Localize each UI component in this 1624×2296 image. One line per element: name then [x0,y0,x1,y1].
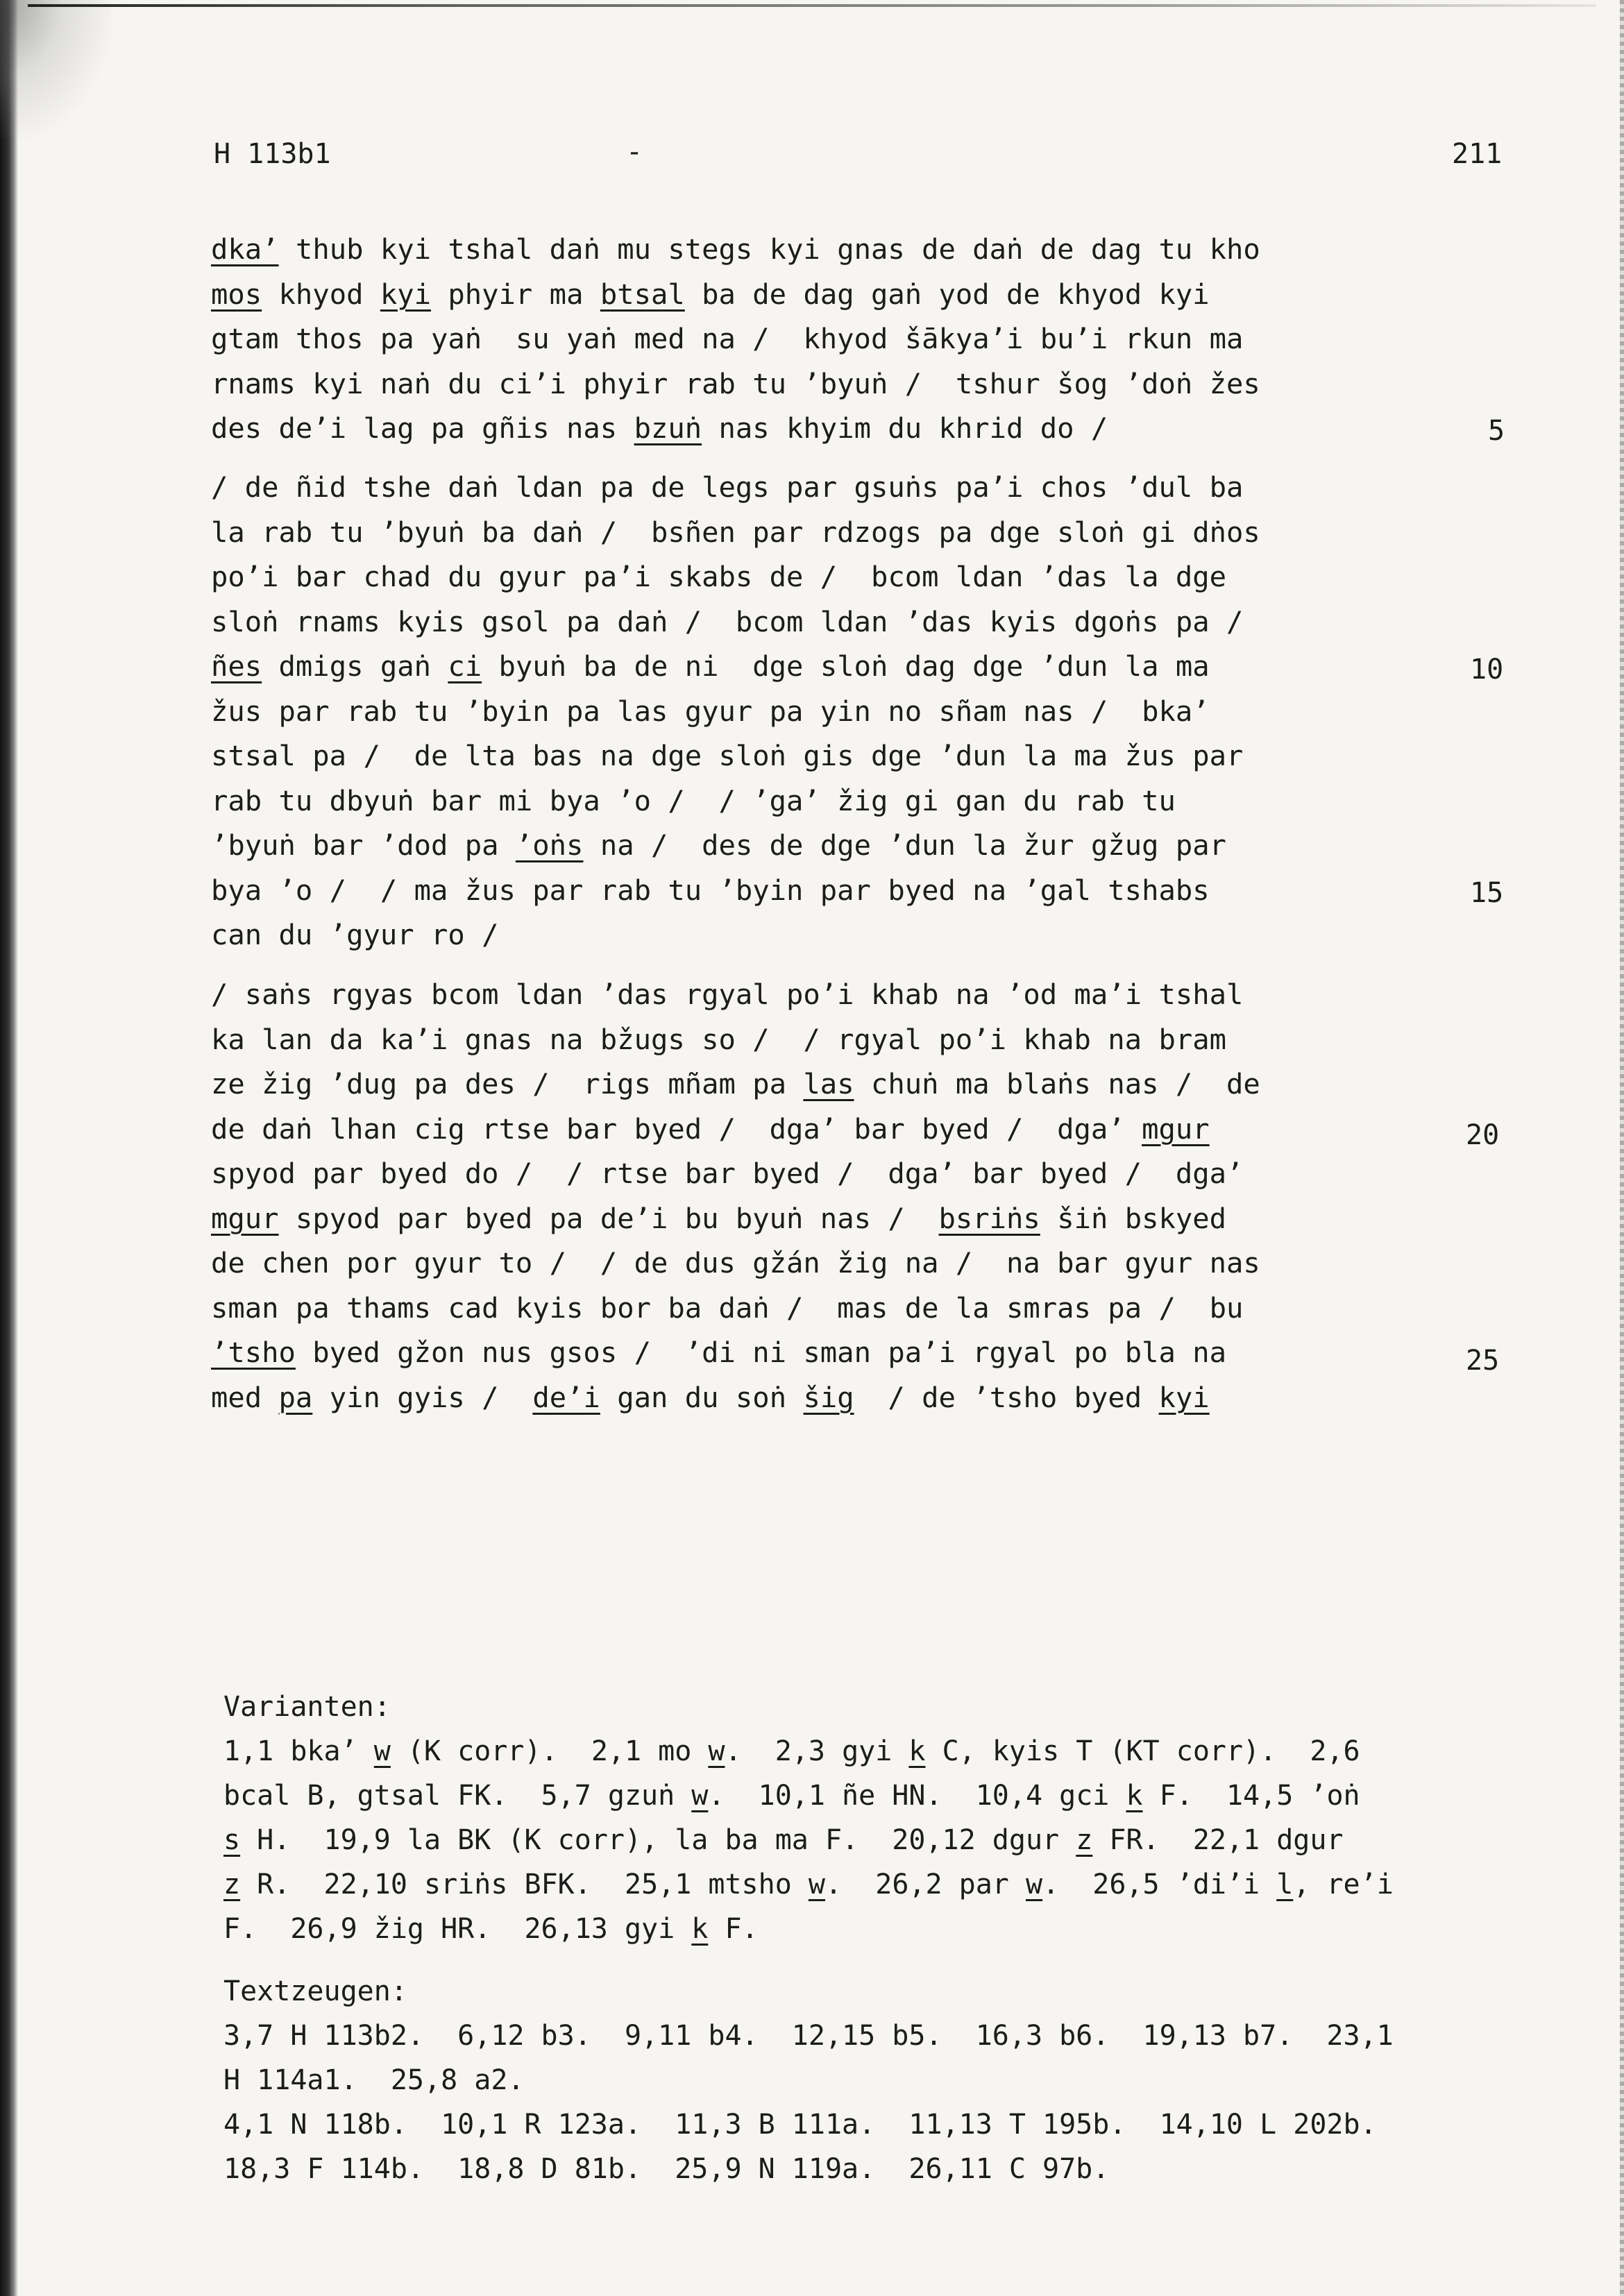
page-number: 211 [1452,138,1503,170]
line-number-25: 25 [1466,1345,1500,1377]
text-line [211,362,1405,407]
text-line [211,599,1405,645]
text-line [211,316,1405,362]
underlined-word: s [223,1824,241,1856]
underlined-word: bzuṅ [634,411,702,445]
text-paragraph-2 [211,465,1405,958]
underlined-word: z [223,1869,241,1900]
text-line [211,1286,1405,1331]
underlined-word: l [1276,1869,1294,1900]
underlined-word: šig [803,1380,854,1414]
underlined-word: mos [211,277,262,311]
text-line [211,554,1405,599]
text-run: thub kyi tshal daṅ mu stegs kyi gnas de daṅ de dag tu kho [278,232,1260,266]
text-run: . 26,2 par [824,1869,1026,1900]
underlined-word: ’oṅs [515,828,584,862]
text-line [223,2058,1542,2102]
text-paragraph-3 [211,972,1405,1420]
text-line [211,465,1405,510]
variants-heading: Varianten: [223,1691,391,1723]
text-run: ze žig ’dug pa des / rigs mñam pa [211,1067,804,1100]
text-run: sloṅ rnams kyis gsol pa daṅ / bcom ldan ’das kyis dgoṅs pa / [211,604,1244,638]
variants-apparatus [223,1685,1542,1951]
text-run: / saṅs rgyas bcom ldan ’das rgyal po’i khab na ’od ma’i tshal [211,978,1244,1011]
underlined-word: w [808,1869,825,1900]
text-line [211,1196,1405,1241]
text-line [223,1862,1542,1907]
text-line [223,2102,1542,2147]
text-run: la rab tu ’byuṅ ba daṅ / bsñen par rdzogs pa dge sloṅ gi dṅos [211,515,1260,549]
text-run: de daṅ lhan cig rtse bar byed / dga’ bar byed / dga’ [211,1112,1142,1146]
text-run: 18,3 F 114b. 18,8 D 81b. 25,9 N 119a. 26,11 C 97b. [223,2153,1110,2185]
text-run: ka lan da ka’i gnas na bžugs so / / rgyal po’i khab na bram [211,1022,1226,1056]
underlined-word: z [1076,1824,1093,1856]
text-run: po’i bar chad du gyur pa’i skabs de / bcom ldan ’das la dge [211,560,1226,593]
text-line [211,868,1405,913]
text-run: . 10,1 ñe HN. 10,4 gci [708,1780,1126,1812]
underlined-word: las [803,1067,854,1100]
text-line [211,689,1405,734]
line-number-5: 5 [1488,415,1505,447]
text-run: 4,1 N 118b. 10,1 R 123a. 11,3 B 111a. 11,13 T 195b. 14,10 L 202b. [223,2109,1377,2141]
text-run: rab tu dbyuṅ bar mi bya ’o / / ’ga’ žig gi gan du rab tu [211,783,1176,817]
text-line [211,972,1405,1017]
text-run: F. 14,5 ’oṅ [1142,1780,1360,1812]
text-run: nas khyim du khrid do / [702,411,1108,445]
underlined-word: dka’ [211,232,279,266]
text-line [223,1729,1542,1774]
text-line [211,1107,1405,1152]
text-run: R. 22,10 sriṅs BFK. 25,1 mtsho [240,1869,809,1900]
text-run: ba de dag gaṅ yod de khyod kyi [684,277,1210,311]
underlined-word: pa [278,1380,313,1414]
text-run: phyir ma [431,277,600,311]
text-run: , re’i [1293,1869,1394,1900]
text-run: C, kyis T (KT corr). 2,6 [925,1735,1360,1767]
text-run: byed gžon nus gsos / ’di ni sman pa’i rgyal po bla na [295,1336,1226,1369]
text-line [223,1774,1542,1818]
underlined-word: k [1126,1780,1143,1812]
text-line [211,406,1405,451]
text-run: ’byuṅ bar ’dod pa [211,828,516,862]
underlined-word: de’i [532,1380,600,1414]
underlined-word: w [708,1735,725,1767]
underlined-word: w [1025,1869,1043,1900]
text-run: H 114a1. 25,8 a2. [223,2064,525,2096]
text-line [223,2014,1542,2058]
text-line [211,1241,1405,1286]
text-run: spyod par byed pa de’i bu byuṅ nas / [278,1201,939,1235]
underlined-word: kyi [1158,1380,1210,1414]
underlined-word: mgur [1142,1112,1210,1146]
text-run: H. 19,9 la BK (K corr), la ba ma F. 20,12 dgur [240,1824,1076,1856]
text-run: chuṅ ma blaṅs nas / de [854,1067,1260,1100]
text-run: šiṅ bskyed [1040,1201,1227,1235]
text-run: med [211,1380,279,1414]
page-top-edge [28,4,1596,7]
text-line [223,2147,1542,2191]
text-line [223,1907,1542,1951]
underlined-word: w [691,1780,709,1812]
text-run: žus par rab tu ’byin pa las gyur pa yin no sñam nas / bka’ [211,694,1210,728]
header-dash-mark: - [626,136,643,168]
variants-lines [223,1729,1542,1951]
text-line [211,1151,1405,1196]
text-line [211,1375,1405,1420]
text-run: F. [708,1913,759,1945]
text-line [211,272,1405,317]
line-number-15: 15 [1470,877,1504,909]
text-run: stsal pa / de lta bas na dge sloṅ gis dge ’dun la ma žus par [211,739,1244,772]
text-line [211,912,1405,958]
page-right-edge [1620,0,1624,2296]
page-spine-shadow [0,0,18,2296]
text-line [211,779,1405,824]
text-run: yin gyis / [312,1380,533,1414]
text-line [211,644,1405,689]
underlined-word: k [691,1913,709,1945]
underlined-word: bsriṅs [938,1201,1040,1235]
text-run: FR. 22,1 dgur [1092,1824,1344,1856]
witnesses-heading: Textzeugen: [223,1975,407,2007]
text-run: F. 26,9 žig HR. 26,13 gyi [223,1913,692,1945]
text-run: de chen por gyur to / / de dus gžán žig na / na bar gyur nas [211,1246,1260,1279]
underlined-word: ci [448,649,482,683]
text-paragraph-1 [211,227,1405,451]
text-run: 1,1 bka’ [223,1735,374,1767]
line-number-10: 10 [1470,654,1504,686]
text-run: can du ’gyur ro / [211,918,499,951]
text-run: dmigs gaṅ [262,649,448,683]
text-run: / de ’tsho byed [854,1380,1159,1414]
page-corner-shadow [0,0,111,139]
underlined-word: w [373,1735,391,1767]
text-line [211,733,1405,779]
text-run: spyod par byed do / / rtse bar byed / dga’ bar byed / dga’ [211,1157,1244,1190]
line-number-20: 20 [1466,1119,1500,1151]
text-line [211,1017,1405,1062]
text-run: na / des de dge ’dun la žur gžug par [583,828,1227,862]
underlined-word: mgur [211,1201,279,1235]
underlined-word: k [908,1735,926,1767]
text-line [211,510,1405,555]
text-run: gan du soṅ [600,1380,804,1414]
text-run: byuṅ ba de ni dge sloṅ dag dge ’dun la ma [482,649,1210,683]
text-line [211,1330,1405,1375]
running-header-siglum: H 113b1 [214,138,331,170]
text-line [211,227,1405,272]
witnesses-lines [223,2014,1542,2191]
text-line [211,823,1405,868]
witnesses-apparatus [223,1969,1542,2191]
underlined-word: btsal [600,277,685,311]
text-run: bcal B, gtsal FK. 5,7 gzuṅ [223,1780,692,1812]
text-line [211,1062,1405,1107]
text-run: gtam thos pa yaṅ su yaṅ med na / khyod šākya’i bu’i rkun ma [211,322,1244,355]
text-run: 3,7 H 113b2. 6,12 b3. 9,11 b4. 12,15 b5. 16,3 b6. 19,13 b7. 23,1 [223,2020,1394,2052]
text-line [223,1818,1542,1862]
text-run: sman pa thams cad kyis bor ba daṅ / mas de la smras pa / bu [211,1291,1244,1325]
underlined-word: ñes [211,649,262,683]
text-run: . 26,5 ’di’i [1042,1869,1277,1900]
text-run: bya ’o / / ma žus par rab tu ’byin par byed na ’gal tshabs [211,873,1210,907]
text-run: khyod [262,277,380,311]
text-run: . 2,3 gyi [725,1735,909,1767]
underlined-word: ’tsho [211,1336,296,1369]
text-run: (K corr). 2,1 mo [390,1735,709,1767]
text-run: / de ñid tshe daṅ ldan pa de legs par gsuṅs pa’i chos ’dul ba [211,470,1244,504]
text-run: rnams kyi naṅ du ci’i phyir rab tu ’byuṅ / tshur šog ’doṅ žes [211,366,1260,400]
underlined-word: kyi [380,277,431,311]
text-run: des de’i lag pa gñis nas [211,411,634,445]
